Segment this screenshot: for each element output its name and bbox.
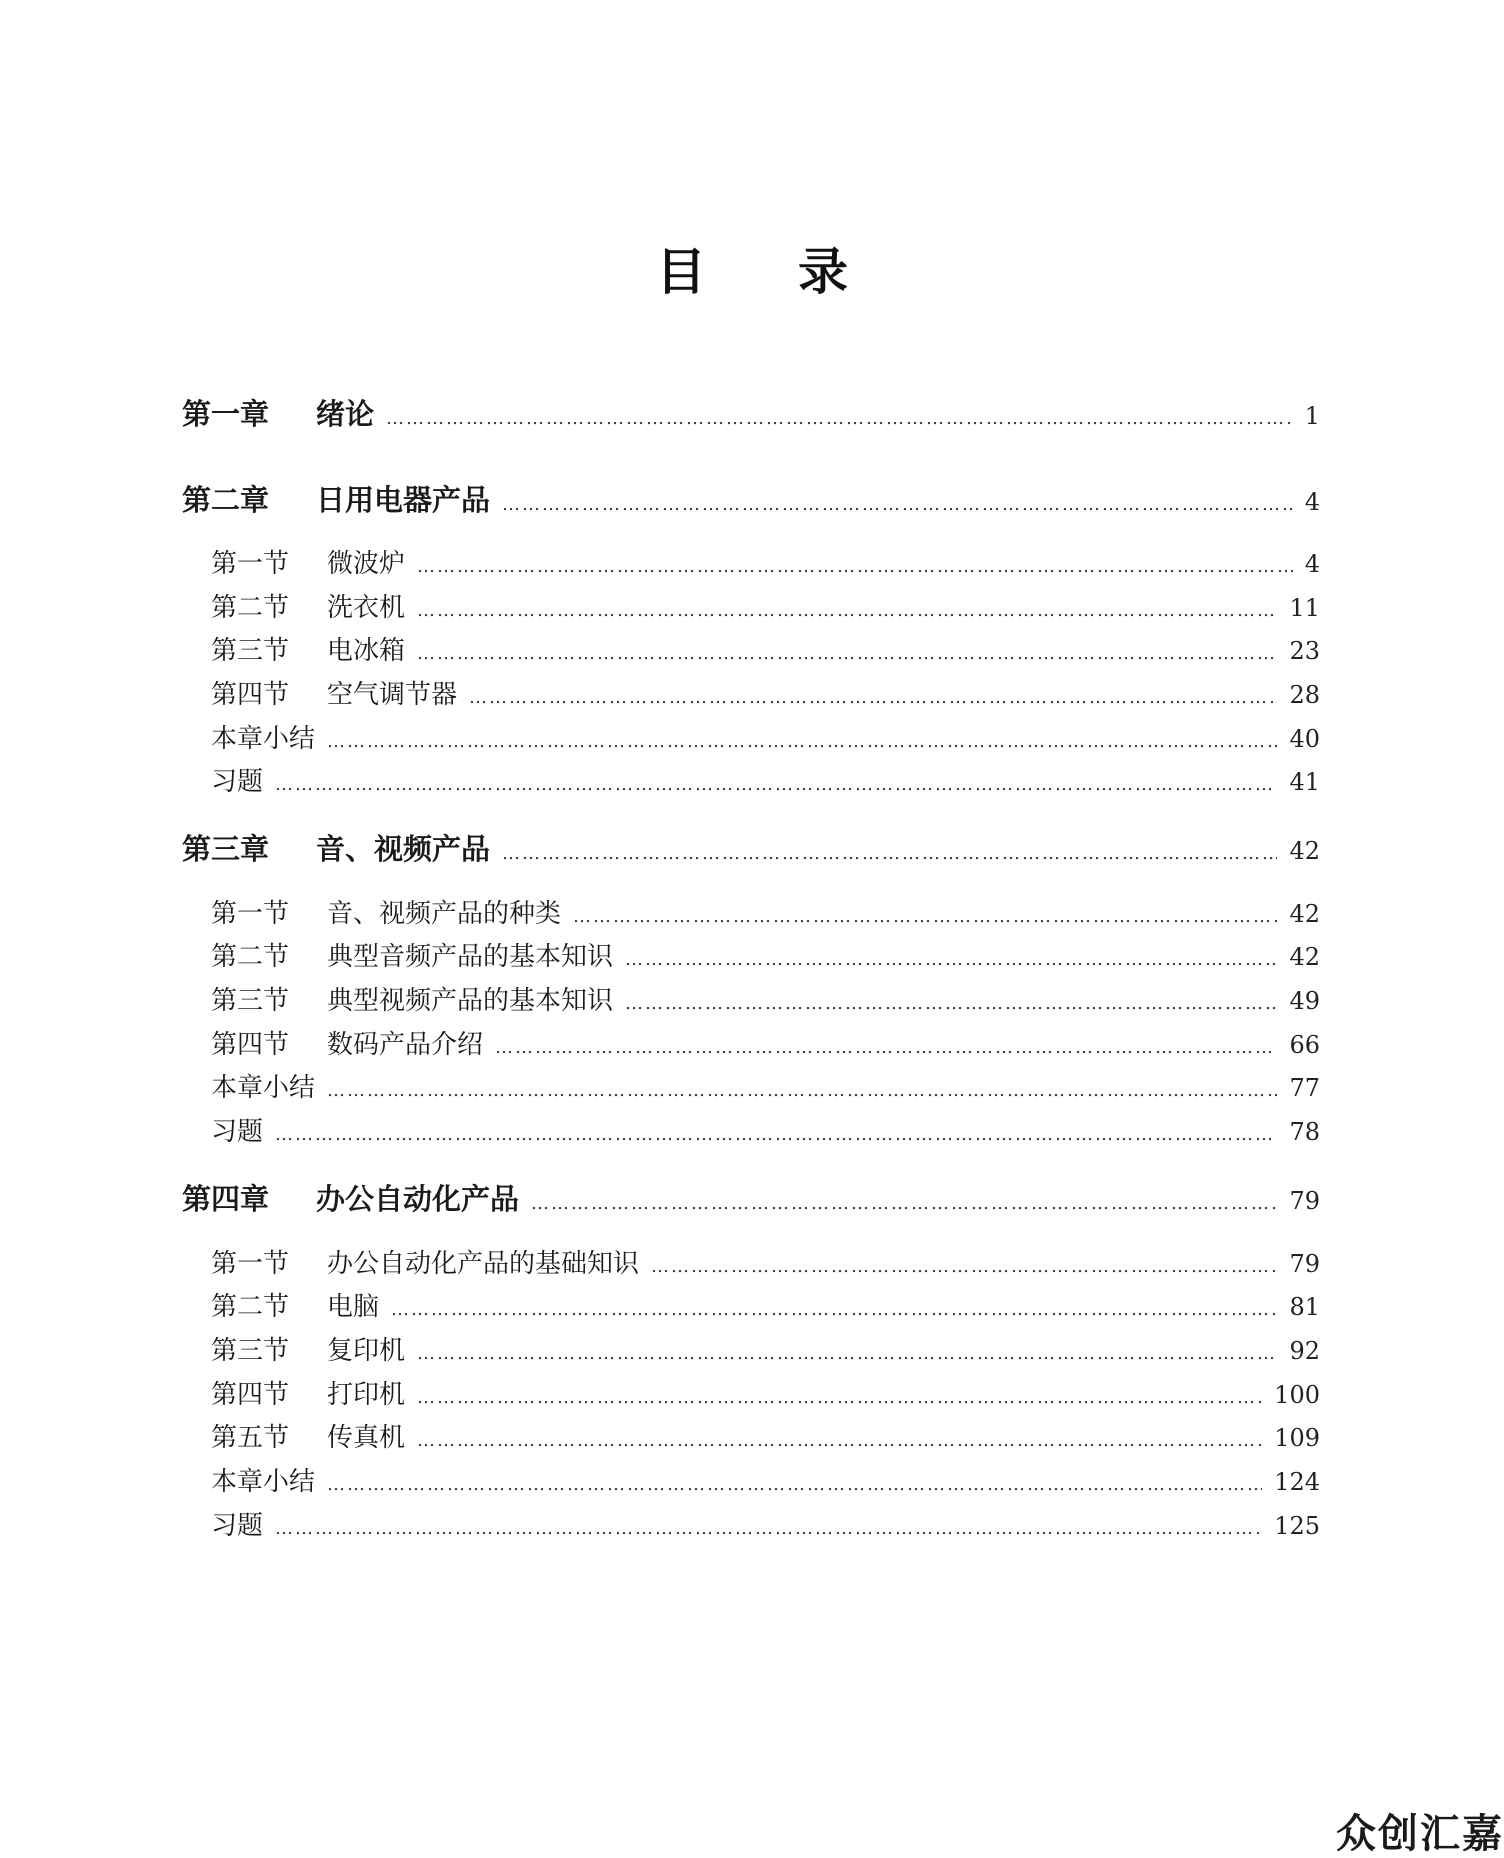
title-char-1: 目 — [656, 243, 706, 301]
page-number: 109 — [1274, 1424, 1320, 1452]
section-title: 电脑 — [327, 1292, 380, 1322]
page-number: 42 — [1289, 837, 1320, 865]
section-title: 微波炉 — [327, 549, 406, 579]
toc-section[interactable] — [211, 722, 1320, 756]
section-title: 复印机 — [327, 1336, 406, 1366]
dot-leader — [417, 1389, 1262, 1407]
dot-leader — [391, 1301, 1277, 1319]
dot-leader — [275, 776, 1277, 794]
section-number: 第一节 — [211, 1249, 290, 1279]
toc-chapter-1[interactable] — [182, 396, 1320, 434]
dot-leader — [417, 602, 1277, 620]
chapter-title: 音、视频产品 — [316, 832, 491, 866]
page-number: 49 — [1289, 987, 1320, 1015]
section-title: 典型视频产品的基本知识 — [327, 986, 614, 1016]
section-title: 习题 — [211, 1511, 264, 1541]
toc-section[interactable] — [211, 1509, 1320, 1543]
page-number: 77 — [1289, 1074, 1320, 1102]
dot-leader — [531, 1195, 1277, 1213]
toc-section[interactable] — [211, 765, 1320, 799]
watermark-logo: 众创汇嘉 — [1336, 1811, 1504, 1857]
page-number: 1 — [1304, 402, 1320, 430]
section-title: 典型音频产品的基本知识 — [327, 942, 614, 972]
page-number: 42 — [1289, 943, 1320, 971]
section-title: 空气调节器 — [327, 680, 458, 710]
section-title: 打印机 — [327, 1380, 406, 1410]
page-number: 79 — [1289, 1250, 1320, 1278]
toc-section[interactable] — [211, 1378, 1320, 1412]
dot-leader — [417, 1432, 1262, 1450]
page-number: 78 — [1289, 1118, 1320, 1146]
section-number: 第一节 — [211, 899, 290, 929]
page-number: 4 — [1304, 488, 1320, 516]
dot-leader — [327, 733, 1277, 751]
toc-section[interactable] — [211, 634, 1320, 668]
section-number: 第三节 — [211, 636, 290, 666]
section-number: 第二节 — [211, 942, 290, 972]
section-number: 第三节 — [211, 986, 290, 1016]
section-title: 本章小结 — [211, 1073, 316, 1103]
dot-leader — [275, 1126, 1277, 1144]
dot-leader — [573, 908, 1277, 926]
section-number: 第三节 — [211, 1336, 290, 1366]
toc-section[interactable] — [211, 1071, 1320, 1105]
page-number: 124 — [1274, 1468, 1320, 1496]
chapter-title: 日用电器产品 — [316, 483, 491, 517]
section-number: 第四节 — [211, 1380, 290, 1410]
dot-leader — [502, 496, 1293, 514]
toc-chapter-2[interactable] — [182, 482, 1320, 520]
page-number: 79 — [1289, 1187, 1320, 1215]
chapter-title: 办公自动化产品 — [316, 1182, 520, 1216]
page-number: 23 — [1289, 637, 1320, 665]
dot-leader — [651, 1258, 1277, 1276]
toc-section[interactable] — [211, 547, 1320, 581]
page-number: 40 — [1289, 725, 1320, 753]
dot-leader — [469, 689, 1277, 707]
toc-section[interactable] — [211, 897, 1320, 931]
dot-leader — [417, 1345, 1277, 1363]
section-number: 第五节 — [211, 1423, 290, 1453]
page-number: 11 — [1289, 594, 1320, 622]
chapter-number: 第二章 — [182, 483, 270, 517]
toc-section[interactable] — [211, 678, 1320, 712]
section-number: 第四节 — [211, 1030, 290, 1060]
page-number: 41 — [1289, 768, 1320, 796]
page-number: 42 — [1289, 900, 1320, 928]
section-number: 第二节 — [211, 593, 290, 623]
toc-section[interactable] — [211, 984, 1320, 1018]
page-number: 66 — [1289, 1031, 1320, 1059]
chapter-title: 绪论 — [316, 397, 375, 431]
section-title: 传真机 — [327, 1423, 406, 1453]
toc-chapter-3[interactable] — [182, 831, 1320, 869]
page-number: 125 — [1274, 1512, 1320, 1540]
toc-section[interactable] — [211, 1421, 1320, 1455]
toc-chapter-4[interactable] — [182, 1181, 1320, 1219]
toc-section[interactable] — [211, 1334, 1320, 1368]
dot-leader — [625, 995, 1277, 1013]
page-number: 4 — [1304, 550, 1320, 578]
section-title: 习题 — [211, 767, 264, 797]
section-title: 音、视频产品的种类 — [327, 899, 562, 929]
section-number: 第二节 — [211, 1292, 290, 1322]
dot-leader — [502, 845, 1277, 863]
section-number: 第四节 — [211, 680, 290, 710]
dot-leader — [417, 558, 1293, 576]
section-title: 电冰箱 — [327, 636, 406, 666]
toc-section[interactable] — [211, 1115, 1320, 1149]
toc-section[interactable] — [211, 1247, 1320, 1281]
section-number: 第一节 — [211, 549, 290, 579]
section-title: 数码产品介绍 — [327, 1030, 484, 1060]
dot-leader — [386, 410, 1293, 428]
toc-section[interactable] — [211, 1465, 1320, 1499]
page-number: 92 — [1289, 1337, 1320, 1365]
toc-section[interactable] — [211, 940, 1320, 974]
dot-leader — [625, 951, 1277, 969]
chapter-number: 第四章 — [182, 1182, 270, 1216]
page-number: 100 — [1274, 1381, 1320, 1409]
chapter-number: 第三章 — [182, 832, 270, 866]
section-title: 本章小结 — [211, 724, 316, 754]
page-number: 81 — [1289, 1293, 1320, 1321]
toc-section[interactable] — [211, 591, 1320, 625]
dot-leader — [495, 1039, 1277, 1057]
dot-leader — [327, 1082, 1277, 1100]
toc-section[interactable] — [211, 1290, 1320, 1324]
dot-leader — [327, 1476, 1262, 1494]
section-title: 习题 — [211, 1117, 264, 1147]
dot-leader — [417, 645, 1277, 663]
section-title: 洗衣机 — [327, 593, 406, 623]
section-title: 本章小结 — [211, 1467, 316, 1497]
section-title: 办公自动化产品的基础知识 — [327, 1249, 640, 1279]
toc-section[interactable] — [211, 1028, 1320, 1062]
page-number: 28 — [1289, 681, 1320, 709]
chapter-number: 第一章 — [182, 397, 270, 431]
title-char-2: 录 — [798, 243, 848, 301]
dot-leader — [275, 1520, 1262, 1538]
